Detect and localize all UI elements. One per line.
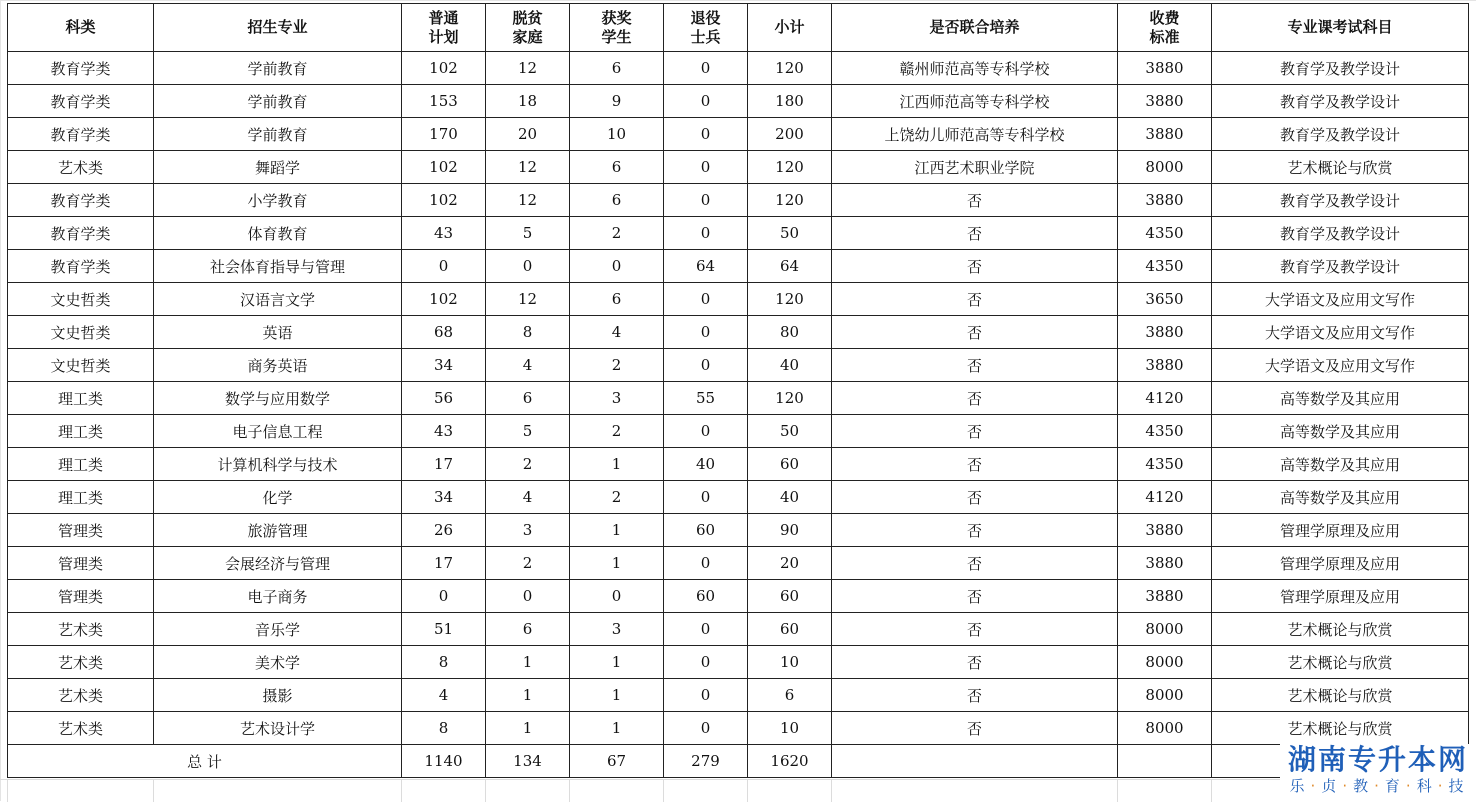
- table-cell[interactable]: 社会体育指导与管理: [154, 250, 402, 283]
- table-cell[interactable]: 3: [570, 613, 664, 646]
- table-cell[interactable]: 0: [664, 481, 748, 514]
- table-cell[interactable]: 否: [832, 580, 1118, 613]
- table-cell[interactable]: 0: [664, 52, 748, 85]
- table-cell[interactable]: 43: [402, 415, 486, 448]
- table-cell[interactable]: 教育学及教学设计: [1212, 184, 1469, 217]
- table-cell[interactable]: 教育学及教学设计: [1212, 250, 1469, 283]
- table-cell[interactable]: 0: [570, 580, 664, 613]
- table-row: [8, 184, 1469, 217]
- table-cell[interactable]: 艺术类: [8, 613, 154, 646]
- table-cell[interactable]: 3880: [1118, 118, 1212, 151]
- empty-grid-row: [0, 779, 1476, 802]
- header-cell[interactable]: [664, 4, 748, 52]
- total-value-cell[interactable]: 1140: [402, 745, 486, 778]
- table-cell[interactable]: 0: [570, 250, 664, 283]
- table-row: [8, 52, 1469, 85]
- table-cell[interactable]: 60: [748, 580, 832, 613]
- table-cell[interactable]: 120: [748, 184, 832, 217]
- table-row: [8, 646, 1469, 679]
- table-cell[interactable]: 90: [748, 514, 832, 547]
- table-cell[interactable]: 学前教育: [154, 118, 402, 151]
- table-cell[interactable]: 12: [486, 283, 570, 316]
- table-cell[interactable]: 12: [486, 52, 570, 85]
- total-row: [8, 745, 1469, 778]
- table-cell[interactable]: 旅游管理: [154, 514, 402, 547]
- table-cell[interactable]: 10: [748, 712, 832, 745]
- table-cell[interactable]: 17: [402, 547, 486, 580]
- table-cell[interactable]: 3880: [1118, 316, 1212, 349]
- table-row: [8, 283, 1469, 316]
- table-cell[interactable]: 0: [402, 250, 486, 283]
- table-cell[interactable]: 教育学及教学设计: [1212, 52, 1469, 85]
- table-cell[interactable]: 学前教育: [154, 85, 402, 118]
- table-cell[interactable]: 管理类: [8, 580, 154, 613]
- table-cell[interactable]: 赣州师范高等专科学校: [832, 52, 1118, 85]
- table-cell[interactable]: 艺术类: [8, 712, 154, 745]
- table-cell[interactable]: 34: [402, 349, 486, 382]
- table-cell[interactable]: 50: [748, 217, 832, 250]
- table-cell[interactable]: 2: [570, 415, 664, 448]
- header-label: 脱贫家庭: [512, 8, 543, 46]
- table-cell[interactable]: 102: [402, 151, 486, 184]
- table-cell[interactable]: 6: [486, 382, 570, 415]
- table-cell[interactable]: 64: [664, 250, 748, 283]
- header-label: 普通计划: [428, 8, 459, 46]
- table-cell[interactable]: 教育学及教学设计: [1212, 85, 1469, 118]
- table-cell[interactable]: 6: [570, 283, 664, 316]
- header-label: 获奖学生: [601, 8, 632, 46]
- table-cell[interactable]: 56: [402, 382, 486, 415]
- table-cell[interactable]: 管理学原理及应用: [1212, 514, 1469, 547]
- table-cell[interactable]: 电子商务: [154, 580, 402, 613]
- table-cell[interactable]: 2: [570, 217, 664, 250]
- table-cell[interactable]: 高等数学及其应用: [1212, 448, 1469, 481]
- table-cell[interactable]: 1: [570, 646, 664, 679]
- table-cell[interactable]: 上饶幼儿师范高等专科学校: [832, 118, 1118, 151]
- table-cell[interactable]: 200: [748, 118, 832, 151]
- header-cell[interactable]: [1118, 4, 1212, 52]
- header-cell[interactable]: [570, 4, 664, 52]
- table-cell[interactable]: 4350: [1118, 448, 1212, 481]
- table-cell[interactable]: 1: [570, 712, 664, 745]
- table-cell[interactable]: 0: [664, 316, 748, 349]
- table-cell[interactable]: 大学语文及应用文写作: [1212, 349, 1469, 382]
- table-cell[interactable]: 大学语文及应用文写作: [1212, 316, 1469, 349]
- total-value-cell[interactable]: 1620: [748, 745, 832, 778]
- table-cell[interactable]: 艺术类: [8, 151, 154, 184]
- table-cell[interactable]: 电子信息工程: [154, 415, 402, 448]
- table-cell[interactable]: 0: [664, 613, 748, 646]
- table-cell[interactable]: 0: [664, 283, 748, 316]
- table-cell[interactable]: 高等数学及其应用: [1212, 481, 1469, 514]
- table-cell[interactable]: 商务英语: [154, 349, 402, 382]
- table-cell[interactable]: 4: [402, 679, 486, 712]
- table-cell[interactable]: 102: [402, 52, 486, 85]
- table-cell[interactable]: 化学: [154, 481, 402, 514]
- table-cell[interactable]: 1: [486, 646, 570, 679]
- table-cell[interactable]: 理工类: [8, 415, 154, 448]
- table-cell[interactable]: 4350: [1118, 217, 1212, 250]
- watermark-title: 湖南专升本网: [1287, 743, 1468, 776]
- table-row: [8, 382, 1469, 415]
- table-cell[interactable]: 艺术概论与欣赏: [1212, 679, 1469, 712]
- empty-cell[interactable]: [1118, 745, 1212, 778]
- table-cell[interactable]: 艺术类: [8, 679, 154, 712]
- table-cell[interactable]: 55: [664, 382, 748, 415]
- table-cell[interactable]: 否: [832, 316, 1118, 349]
- table-cell[interactable]: 8000: [1118, 679, 1212, 712]
- table-cell[interactable]: 0: [664, 85, 748, 118]
- table-cell[interactable]: 9: [570, 85, 664, 118]
- table-row: [8, 514, 1469, 547]
- table-cell[interactable]: 学前教育: [154, 52, 402, 85]
- table-cell[interactable]: 102: [402, 283, 486, 316]
- table-cell[interactable]: 英语: [154, 316, 402, 349]
- table-cell[interactable]: 小学教育: [154, 184, 402, 217]
- table-cell[interactable]: 大学语文及应用文写作: [1212, 283, 1469, 316]
- table-cell[interactable]: 艺术类: [8, 646, 154, 679]
- table-cell[interactable]: 8: [402, 646, 486, 679]
- table-cell[interactable]: 2: [486, 448, 570, 481]
- table-cell[interactable]: 8: [486, 316, 570, 349]
- table-cell[interactable]: 8: [402, 712, 486, 745]
- table-cell[interactable]: 8000: [1118, 613, 1212, 646]
- table-cell[interactable]: 51: [402, 613, 486, 646]
- table-cell[interactable]: 摄影: [154, 679, 402, 712]
- table-cell[interactable]: 64: [748, 250, 832, 283]
- enrollment-table: [7, 3, 1469, 778]
- total-label-cell[interactable]: 总 计: [8, 745, 402, 778]
- table-cell[interactable]: 3650: [1118, 283, 1212, 316]
- table-cell[interactable]: 管理类: [8, 547, 154, 580]
- header-row: [8, 4, 1469, 52]
- table-cell[interactable]: 会展经济与管理: [154, 547, 402, 580]
- table-cell[interactable]: 0: [664, 547, 748, 580]
- table-cell[interactable]: 12: [486, 184, 570, 217]
- table-cell[interactable]: 文史哲类: [8, 283, 154, 316]
- table-cell[interactable]: 艺术概论与欣赏: [1212, 712, 1469, 745]
- table-cell[interactable]: 理工类: [8, 448, 154, 481]
- table-cell[interactable]: 高等数学及其应用: [1212, 415, 1469, 448]
- table-row: [8, 613, 1469, 646]
- table-cell[interactable]: 0: [664, 151, 748, 184]
- table-cell[interactable]: 68: [402, 316, 486, 349]
- table-cell[interactable]: 否: [832, 217, 1118, 250]
- table-cell[interactable]: 60: [664, 580, 748, 613]
- table-cell[interactable]: 3880: [1118, 349, 1212, 382]
- table-cell[interactable]: 3880: [1118, 85, 1212, 118]
- table-cell[interactable]: 6: [486, 613, 570, 646]
- site-watermark-logo: [1280, 744, 1476, 801]
- header-label: 退役士兵: [690, 8, 721, 46]
- table-cell[interactable]: 6: [570, 184, 664, 217]
- table-cell[interactable]: 0: [664, 118, 748, 151]
- table-row: [8, 349, 1469, 382]
- header-cell[interactable]: 科类: [8, 4, 154, 52]
- table-cell[interactable]: 1: [486, 712, 570, 745]
- table-cell[interactable]: 文史哲类: [8, 349, 154, 382]
- table-cell[interactable]: 文史哲类: [8, 316, 154, 349]
- table-cell[interactable]: 2: [570, 349, 664, 382]
- table-cell[interactable]: 0: [664, 646, 748, 679]
- table-cell[interactable]: 120: [748, 382, 832, 415]
- table-cell[interactable]: 0: [664, 415, 748, 448]
- table-cell[interactable]: 3880: [1118, 514, 1212, 547]
- table-row: [8, 316, 1469, 349]
- table-cell[interactable]: 20: [748, 547, 832, 580]
- table-cell[interactable]: 计算机科学与技术: [154, 448, 402, 481]
- table-cell[interactable]: 教育学类: [8, 250, 154, 283]
- table-cell[interactable]: 8000: [1118, 712, 1212, 745]
- header-label: 收费标准: [1149, 8, 1180, 46]
- total-value-cell[interactable]: 134: [486, 745, 570, 778]
- table-row: [8, 712, 1469, 745]
- table-cell[interactable]: 5: [486, 415, 570, 448]
- table-cell[interactable]: 10: [570, 118, 664, 151]
- table-cell[interactable]: 江西艺术职业学院: [832, 151, 1118, 184]
- table-cell[interactable]: 3880: [1118, 52, 1212, 85]
- table-cell[interactable]: 否: [832, 448, 1118, 481]
- table-cell[interactable]: 170: [402, 118, 486, 151]
- table-row: [8, 250, 1469, 283]
- table-cell[interactable]: 0: [664, 712, 748, 745]
- watermark-subtitle: 乐 · 贞 · 教 · 育 · 科 · 技: [1289, 777, 1467, 795]
- table-cell[interactable]: 0: [664, 679, 748, 712]
- table-cell[interactable]: 管理类: [8, 514, 154, 547]
- table-cell[interactable]: 艺术概论与欣赏: [1212, 151, 1469, 184]
- table-cell[interactable]: 否: [832, 712, 1118, 745]
- table-cell[interactable]: 4: [486, 349, 570, 382]
- table-cell[interactable]: 40: [748, 349, 832, 382]
- header-cell[interactable]: [402, 4, 486, 52]
- table-cell[interactable]: 舞蹈学: [154, 151, 402, 184]
- table-cell[interactable]: 体育教育: [154, 217, 402, 250]
- table-cell[interactable]: 120: [748, 283, 832, 316]
- table-cell[interactable]: 60: [748, 613, 832, 646]
- table-cell[interactable]: 40: [664, 448, 748, 481]
- table-cell[interactable]: 否: [832, 382, 1118, 415]
- table-cell[interactable]: 否: [832, 349, 1118, 382]
- table-cell[interactable]: 80: [748, 316, 832, 349]
- table-row: [8, 481, 1469, 514]
- table-cell[interactable]: 4: [486, 481, 570, 514]
- table-cell[interactable]: 教育学类: [8, 184, 154, 217]
- total-value-cell[interactable]: 67: [570, 745, 664, 778]
- table-cell[interactable]: 教育学类: [8, 85, 154, 118]
- table-row: [8, 217, 1469, 250]
- table-cell[interactable]: 153: [402, 85, 486, 118]
- table-cell[interactable]: 0: [402, 580, 486, 613]
- table-cell[interactable]: 34: [402, 481, 486, 514]
- table-row: [8, 85, 1469, 118]
- table-cell[interactable]: 否: [832, 250, 1118, 283]
- table-cell[interactable]: 1: [570, 514, 664, 547]
- table-row: [8, 448, 1469, 481]
- table-cell[interactable]: 3: [570, 382, 664, 415]
- table-cell[interactable]: 60: [748, 448, 832, 481]
- table-cell[interactable]: 102: [402, 184, 486, 217]
- table-cell[interactable]: 4350: [1118, 415, 1212, 448]
- header-cell[interactable]: 小计: [748, 4, 832, 52]
- table-cell[interactable]: 0: [486, 250, 570, 283]
- table-cell[interactable]: 音乐学: [154, 613, 402, 646]
- table-cell[interactable]: 18: [486, 85, 570, 118]
- table-cell[interactable]: 3880: [1118, 547, 1212, 580]
- table-cell[interactable]: 0: [664, 349, 748, 382]
- table-cell[interactable]: 否: [832, 415, 1118, 448]
- table-cell[interactable]: 180: [748, 85, 832, 118]
- table-cell[interactable]: 否: [832, 679, 1118, 712]
- table-cell[interactable]: 管理学原理及应用: [1212, 547, 1469, 580]
- table-cell[interactable]: 4120: [1118, 382, 1212, 415]
- table-cell[interactable]: 4120: [1118, 481, 1212, 514]
- header-cell[interactable]: [486, 4, 570, 52]
- table-cell[interactable]: 0: [664, 184, 748, 217]
- table-cell[interactable]: 艺术设计学: [154, 712, 402, 745]
- table-cell[interactable]: 3880: [1118, 184, 1212, 217]
- table-cell[interactable]: 汉语言文学: [154, 283, 402, 316]
- table-row: [8, 580, 1469, 613]
- table-cell[interactable]: 8000: [1118, 646, 1212, 679]
- table-cell[interactable]: 教育学类: [8, 217, 154, 250]
- table-cell[interactable]: 8000: [1118, 151, 1212, 184]
- table-cell[interactable]: 12: [486, 151, 570, 184]
- table-cell[interactable]: 理工类: [8, 481, 154, 514]
- table-cell[interactable]: 否: [832, 184, 1118, 217]
- table-cell[interactable]: 50: [748, 415, 832, 448]
- table-cell[interactable]: 2: [570, 481, 664, 514]
- table-cell[interactable]: 管理学原理及应用: [1212, 580, 1469, 613]
- table-cell[interactable]: 60: [664, 514, 748, 547]
- table-row: [8, 679, 1469, 712]
- table-cell[interactable]: 否: [832, 481, 1118, 514]
- table-cell[interactable]: 4: [570, 316, 664, 349]
- table-cell[interactable]: 17: [402, 448, 486, 481]
- table-cell[interactable]: 26: [402, 514, 486, 547]
- table-cell[interactable]: 否: [832, 613, 1118, 646]
- table-cell[interactable]: 6: [570, 52, 664, 85]
- table-cell[interactable]: 20: [486, 118, 570, 151]
- table-body: [8, 52, 1469, 778]
- table-cell[interactable]: 1: [570, 448, 664, 481]
- table-cell[interactable]: 0: [664, 217, 748, 250]
- table-row: [8, 415, 1469, 448]
- table-cell[interactable]: 美术学: [154, 646, 402, 679]
- table-cell[interactable]: 教育学及教学设计: [1212, 118, 1469, 151]
- table-cell[interactable]: 否: [832, 646, 1118, 679]
- table-row: [8, 118, 1469, 151]
- table-cell[interactable]: 教育学及教学设计: [1212, 217, 1469, 250]
- table-cell[interactable]: 3: [486, 514, 570, 547]
- table-row: [8, 547, 1469, 580]
- table-cell[interactable]: 理工类: [8, 382, 154, 415]
- table-cell[interactable]: 0: [486, 580, 570, 613]
- table-cell[interactable]: 10: [748, 646, 832, 679]
- table-cell[interactable]: 40: [748, 481, 832, 514]
- table-cell[interactable]: 艺术概论与欣赏: [1212, 613, 1469, 646]
- table-cell[interactable]: 否: [832, 514, 1118, 547]
- table-cell[interactable]: 否: [832, 547, 1118, 580]
- table-cell[interactable]: 3880: [1118, 580, 1212, 613]
- table-cell[interactable]: 120: [748, 151, 832, 184]
- table-cell[interactable]: 艺术概论与欣赏: [1212, 646, 1469, 679]
- table-cell[interactable]: 1: [570, 679, 664, 712]
- table-cell[interactable]: 江西师范高等专科学校: [832, 85, 1118, 118]
- table-cell[interactable]: 2: [486, 547, 570, 580]
- table-cell[interactable]: 数学与应用数学: [154, 382, 402, 415]
- total-value-cell[interactable]: 279: [664, 745, 748, 778]
- table-cell[interactable]: 6: [748, 679, 832, 712]
- table-cell[interactable]: 教育学类: [8, 52, 154, 85]
- table-cell[interactable]: 1: [486, 679, 570, 712]
- table-cell[interactable]: 教育学类: [8, 118, 154, 151]
- table-cell[interactable]: 43: [402, 217, 486, 250]
- table-cell[interactable]: 1: [570, 547, 664, 580]
- table-row: [8, 151, 1469, 184]
- table-cell[interactable]: 5: [486, 217, 570, 250]
- table-cell[interactable]: 6: [570, 151, 664, 184]
- table-cell[interactable]: 120: [748, 52, 832, 85]
- header-cell[interactable]: 专业课考试科目: [1212, 4, 1469, 52]
- empty-cell[interactable]: [832, 745, 1118, 778]
- table-cell[interactable]: 否: [832, 283, 1118, 316]
- header-cell[interactable]: 招生专业: [154, 4, 402, 52]
- table-cell[interactable]: 高等数学及其应用: [1212, 382, 1469, 415]
- header-cell[interactable]: 是否联合培养: [832, 4, 1118, 52]
- table-cell[interactable]: 4350: [1118, 250, 1212, 283]
